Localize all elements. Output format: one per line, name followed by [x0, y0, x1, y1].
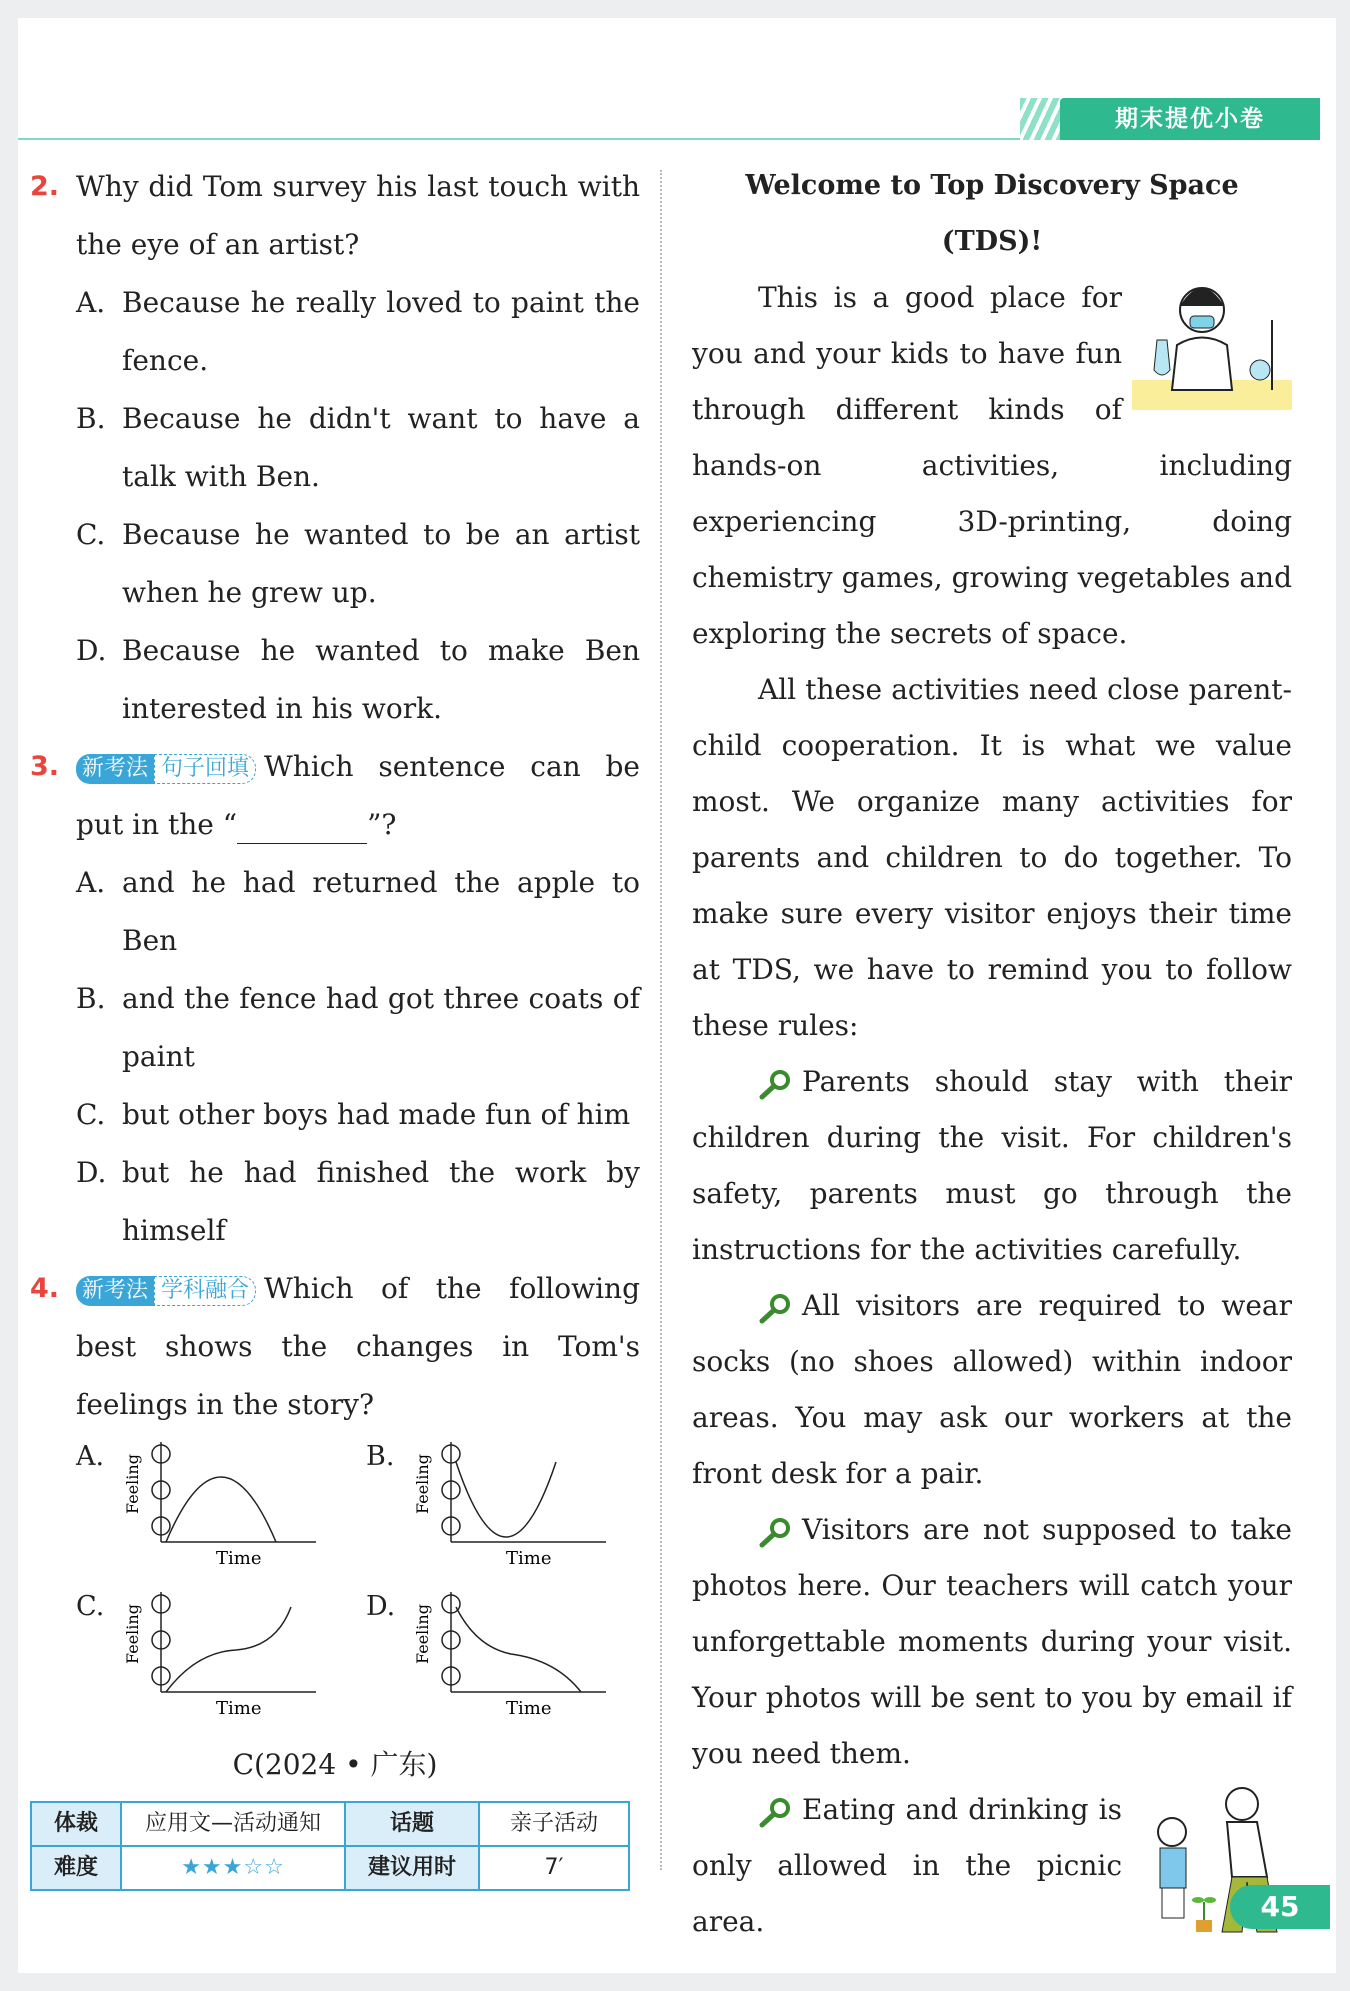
header-banner	[1060, 98, 1320, 140]
rule-text: Visitors are not supposed to take photos here. Our teachers will catch your unforgettable moments during your visit. Your photos will be sent to you by email if you need them.	[692, 1513, 1292, 1770]
type-tag: 句子回填	[154, 754, 256, 784]
option-text: but he had finished the work by himself	[122, 1156, 640, 1247]
option-label: A.	[76, 286, 106, 319]
banner-stripes	[1020, 98, 1060, 140]
x-axis-label: Time	[216, 1698, 262, 1719]
option-text: Because he didn't want to have a talk with Ben.	[122, 402, 640, 493]
option[interactable]	[30, 506, 640, 622]
y-axis-label: Feeling	[413, 1604, 432, 1664]
option[interactable]	[30, 1144, 640, 1260]
feeling-graphs	[30, 1434, 640, 1739]
time-value: 7′	[479, 1846, 629, 1890]
y-axis-label: Feeling	[123, 1454, 142, 1514]
scientist-illustration	[1132, 270, 1292, 420]
question-4	[30, 1260, 640, 1434]
option-label: D.	[76, 1156, 107, 1189]
new-type-tag: 新考法	[76, 754, 154, 784]
option[interactable]	[30, 1086, 640, 1144]
question-number: 3.	[30, 751, 60, 782]
x-axis-label: Time	[506, 1698, 552, 1719]
rule-text: All visitors are required to wear socks (no shoes allowed) within indoor areas. You may ask our workers at the front desk for a pair.	[692, 1289, 1292, 1490]
y-axis-label: Feeling	[123, 1604, 142, 1664]
option-text: Because he wanted to be an artist when he grew up.	[122, 518, 640, 609]
genre-value: 应用文—活动通知	[121, 1802, 345, 1846]
magnifier-icon	[758, 1293, 794, 1323]
question-3	[30, 738, 640, 854]
option-label: C.	[76, 1591, 105, 1622]
option-label: D.	[366, 1591, 396, 1622]
magnifier-icon	[758, 1069, 794, 1099]
type-tag: 学科融合	[154, 1276, 256, 1306]
difficulty-label: 难度	[31, 1846, 121, 1890]
option[interactable]	[30, 622, 640, 738]
graph-option-c[interactable]	[76, 1592, 326, 1732]
x-axis-label: Time	[506, 1548, 552, 1569]
option[interactable]	[30, 970, 640, 1086]
column-divider	[660, 170, 662, 1870]
option-text: Because he wanted to make Ben interested in his work.	[122, 634, 640, 725]
option-label: B.	[366, 1441, 395, 1472]
option-label: B.	[76, 402, 106, 435]
topic-label: 话题	[345, 1802, 479, 1846]
rule-2	[692, 1278, 1292, 1502]
paragraph-2: All these activities need close parent-child cooperation. It is what we value most. We organize many activities for parents and children to do together. To make sure every visitor enjoys their time at TDS, we have to remind you to follow these rules:	[692, 673, 1292, 1042]
page-number: 45	[1230, 1885, 1330, 1929]
question-stem: Which of the following best shows the changes in Tom's feelings in the story?	[76, 1272, 640, 1421]
x-axis-label: Time	[216, 1548, 262, 1569]
question-stem: Why did Tom survey his last touch with the eye of an artist?	[76, 170, 640, 261]
rule-1	[692, 1054, 1292, 1278]
feeling-curve-rising	[123, 1592, 326, 1722]
magnifier-icon	[758, 1797, 794, 1827]
new-type-tag: 新考法	[76, 1276, 154, 1306]
option[interactable]	[30, 274, 640, 390]
option-label: C.	[76, 1098, 106, 1131]
option-label: A.	[76, 866, 106, 899]
feeling-curve-falling	[413, 1592, 616, 1722]
option-label: D.	[76, 634, 107, 667]
passage-title: Welcome to Top Discovery Space (TDS)!	[745, 170, 1239, 257]
magnifier-icon	[758, 1517, 794, 1547]
graph-option-d[interactable]	[366, 1592, 616, 1732]
y-axis-label: Feeling	[413, 1454, 432, 1514]
passage-info-table	[30, 1801, 630, 1891]
feeling-curve-arch	[123, 1442, 326, 1572]
right-column	[692, 158, 1292, 1950]
option-text: Because he really loved to paint the fence.	[122, 286, 640, 377]
question-number: 4.	[30, 1273, 60, 1304]
genre-label: 体裁	[31, 1802, 121, 1846]
option-label: C.	[76, 518, 106, 551]
topic-value: 亲子活动	[479, 1802, 629, 1846]
question-stem-end: ”?	[367, 808, 397, 841]
question-number: 2.	[30, 171, 60, 202]
graph-option-b[interactable]	[366, 1442, 616, 1582]
feeling-curve-valley	[413, 1442, 616, 1572]
answer-blank[interactable]	[237, 809, 367, 844]
option[interactable]	[30, 390, 640, 506]
time-label: 建议用时	[345, 1846, 479, 1890]
passage-source: C(2024 • 广东)	[232, 1748, 438, 1781]
option[interactable]	[30, 854, 640, 970]
option-label: A.	[76, 1441, 105, 1472]
rule-3	[692, 1502, 1292, 1782]
difficulty-stars: ★★★☆☆	[121, 1846, 345, 1890]
question-2	[30, 158, 640, 274]
graph-option-a[interactable]	[76, 1442, 326, 1582]
rule-text: Parents should stay with their children during the visit. For children's safety, parents must go through the instructions for the activities carefully.	[692, 1065, 1292, 1266]
rule-text: Eating and drinking is only allowed in the picnic area.	[692, 1793, 1122, 1938]
banner-title: 期末提优小卷	[1115, 106, 1265, 132]
question-stem: Which sentence can be put in the “	[76, 750, 640, 841]
left-column	[30, 158, 640, 1891]
paragraph-1: This is a good place for you and your kids to have fun through different kinds of hands-on activities, including experiencing 3D-printing, doing chemistry games, growing vegetables and exploring the secrets of space.	[692, 281, 1292, 650]
option-text: but other boys had made fun of him	[122, 1098, 631, 1131]
option-text: and the fence had got three coats of paint	[122, 982, 640, 1073]
option-label: B.	[76, 982, 106, 1015]
option-text: and he had returned the apple to Ben	[122, 866, 640, 957]
